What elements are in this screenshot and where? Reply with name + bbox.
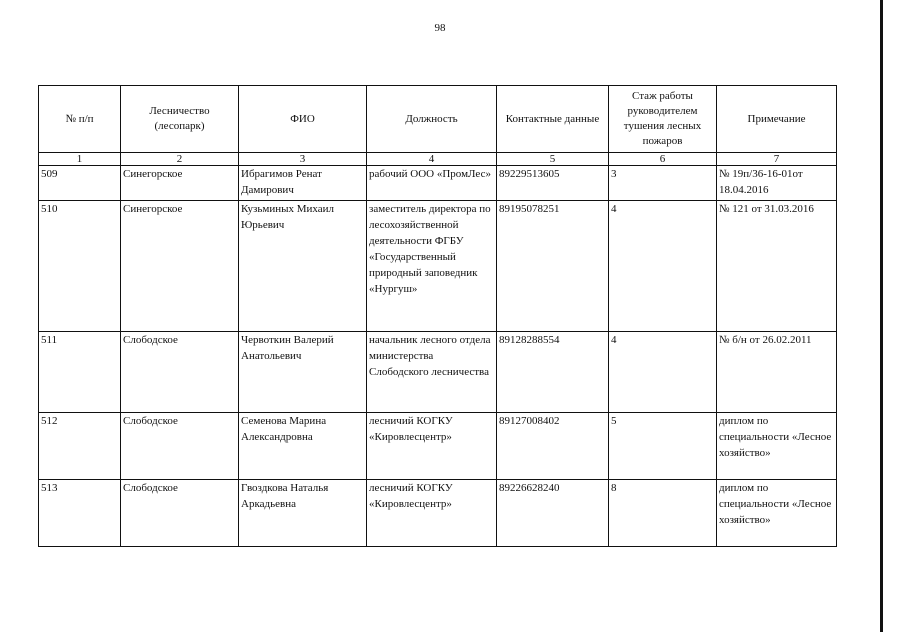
contact-cell: 89195078251: [497, 201, 609, 332]
page-number: 98: [434, 22, 446, 34]
column-number: 7: [717, 153, 837, 166]
position-cell: начальник лесного отдела министерства Слободского лесничества: [367, 332, 497, 413]
contact-cell: 89229513605: [497, 166, 609, 201]
position-cell: заместитель директора по лесохозяйственной деятельности ФГБУ «Государственный природный заповедник «Нургуш»: [367, 201, 497, 332]
fire-managers-table: [38, 85, 837, 547]
row-number: 511: [39, 332, 121, 413]
table-row: [39, 332, 837, 413]
row-number: 510: [39, 201, 121, 332]
header-row: [39, 86, 837, 153]
page-edge-line: [880, 0, 883, 632]
forestry-cell: Синегорское: [121, 166, 239, 201]
header-position: Должность: [367, 86, 497, 153]
position-cell: лесничий КОГКУ «Кировлесцентр»: [367, 480, 497, 547]
experience-cell: 3: [609, 166, 717, 201]
forestry-cell: Слободское: [121, 413, 239, 480]
row-number: 509: [39, 166, 121, 201]
experience-cell: 4: [609, 201, 717, 332]
forestry-cell: Слободское: [121, 480, 239, 547]
row-number: 512: [39, 413, 121, 480]
column-number: 5: [497, 153, 609, 166]
contact-cell: 89226628240: [497, 480, 609, 547]
table-row: [39, 480, 837, 547]
note-cell: № 121 от 31.03.2016: [717, 201, 837, 332]
full-name-cell: Семенова Марина Александровна: [239, 413, 367, 480]
column-number: 6: [609, 153, 717, 166]
column-number-row: [39, 153, 837, 166]
forestry-cell: Синегорское: [121, 201, 239, 332]
table-row: [39, 201, 837, 332]
column-number: 1: [39, 153, 121, 166]
header-experience: Стаж работы руководителем тушения лесных пожаров: [609, 86, 717, 153]
table-row: [39, 413, 837, 480]
note-cell: диплом по специальности «Лесное хозяйство»: [717, 413, 837, 480]
position-cell: лесничий КОГКУ «Кировлесцентр»: [367, 413, 497, 480]
forestry-cell: Слободское: [121, 332, 239, 413]
header-forestry: Лесничество (лесопарк): [121, 86, 239, 153]
full-name-cell: Гвоздкова Наталья Аркадьевна: [239, 480, 367, 547]
experience-cell: 5: [609, 413, 717, 480]
header-note: Примечание: [717, 86, 837, 153]
header-number: № п/п: [39, 86, 121, 153]
column-number: 2: [121, 153, 239, 166]
table-row: [39, 166, 837, 201]
contact-cell: 89128288554: [497, 332, 609, 413]
header-contacts: Контактные данные: [497, 86, 609, 153]
contact-cell: 89127008402: [497, 413, 609, 480]
position-cell: рабочий ООО «ПромЛес»: [367, 166, 497, 201]
note-cell: № 19п/36-16-01от 18.04.2016: [717, 166, 837, 201]
header-full-name: ФИО: [239, 86, 367, 153]
column-number: 3: [239, 153, 367, 166]
experience-cell: 8: [609, 480, 717, 547]
full-name-cell: Ибрагимов Ренат Дамирович: [239, 166, 367, 201]
experience-cell: 4: [609, 332, 717, 413]
full-name-cell: Кузьминых Михаил Юрьевич: [239, 201, 367, 332]
full-name-cell: Червоткин Валерий Анатольевич: [239, 332, 367, 413]
column-number: 4: [367, 153, 497, 166]
note-cell: № б/н от 26.02.2011: [717, 332, 837, 413]
row-number: 513: [39, 480, 121, 547]
note-cell: диплом по специальности «Лесное хозяйство»: [717, 480, 837, 547]
